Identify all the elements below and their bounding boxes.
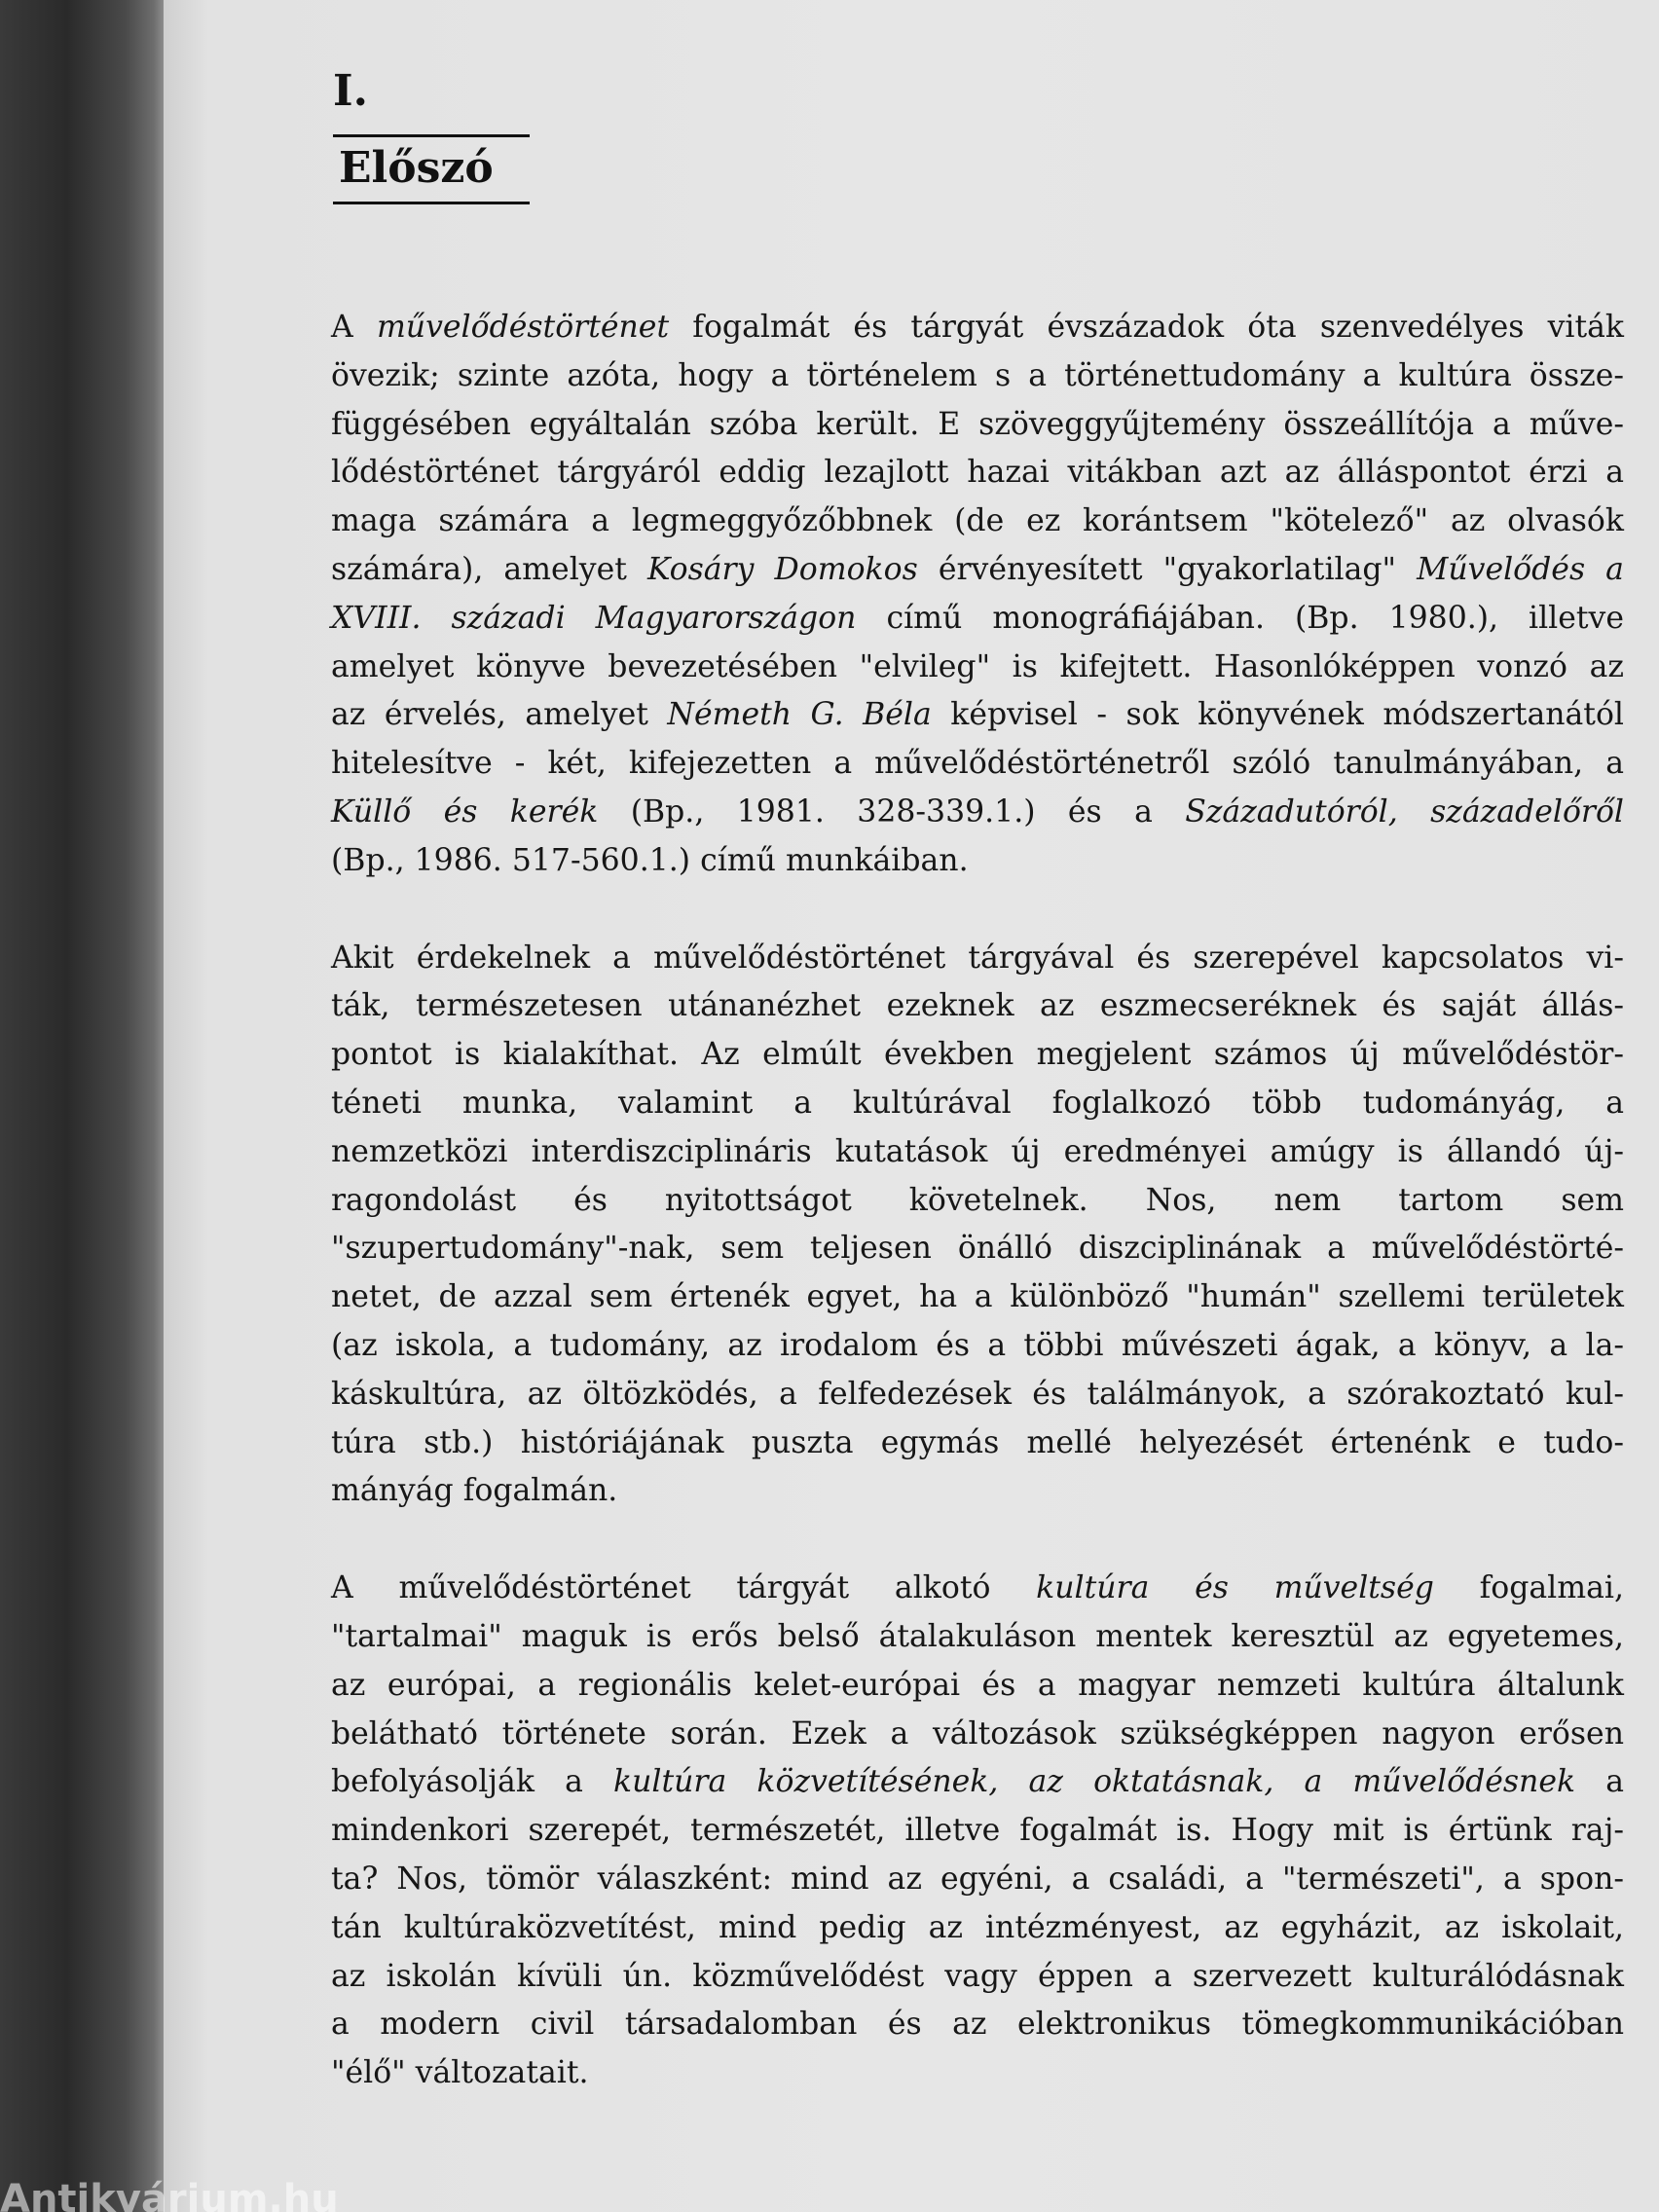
- italic-text-run: kultúra közvetítésének, az oktatásnak, a művelődésnek: [613, 1764, 1576, 1800]
- paragraph: [331, 1565, 1624, 2098]
- text-line: [331, 1904, 1624, 1953]
- text-run: A művelődéstörténet tárgyát alkotó: [331, 1570, 1037, 1606]
- italic-text-run: Küllő és kerék: [331, 793, 599, 830]
- text-run: "tartalmai" maguk is erős belső átalakuláson mentek keresztül az egyetemes,: [331, 1618, 1624, 1654]
- text-run: a modern civil társadalomban és az elektronikus tömegkommunikációban: [331, 2007, 1624, 2043]
- italic-text-run: Századutóról, századelőről: [1185, 793, 1625, 830]
- text-line: [331, 982, 1624, 1031]
- text-run: lődéstörténet tárgyáról eddig lezajlott hazai vitákban azt az álláspontot érzi a: [331, 455, 1624, 491]
- text-line: [331, 449, 1624, 498]
- text-line: [331, 1662, 1624, 1711]
- text-line: [331, 1419, 1624, 1468]
- text-run: fogalmai,: [1433, 1570, 1624, 1606]
- text-run: pontot is kialakíthat. Az elmúlt években megjelent számos új művelődéstör-: [331, 1037, 1624, 1073]
- text-line: [331, 352, 1624, 401]
- text-line: [331, 1467, 1624, 1516]
- text-line: [331, 1711, 1624, 1759]
- italic-text-run: kultúra és műveltség: [1036, 1570, 1434, 1606]
- text-run: téneti munka, valamint a kultúrával foglalkozó több tudományág, a: [331, 1085, 1624, 1121]
- italic-text-run: Kosáry Domokos: [646, 551, 918, 587]
- text-run: Akit érdekelnek a művelődéstörténet tárgyával és szerepével kapcsolatos vi-: [331, 940, 1624, 976]
- paragraph: [331, 935, 1624, 1517]
- text-line: [331, 644, 1624, 692]
- text-run: belátható története során. Ezek a változások szükségképpen nagyon erősen: [331, 1715, 1624, 1751]
- text-line: [331, 1225, 1624, 1273]
- text-line: [331, 740, 1624, 789]
- text-line: [331, 2049, 1624, 2098]
- text-run: "élő" változatait.: [331, 2055, 589, 2091]
- text-line: [331, 1273, 1624, 1322]
- text-run: ták, természetesen utánanézhet ezeknek az eszmecseréknek és saját állás-: [331, 988, 1624, 1024]
- chapter-number: I.: [333, 66, 368, 116]
- text-run: számára), amelyet: [331, 551, 647, 587]
- text-run: (Bp., 1986. 517-560.1.) című munkáiban.: [331, 842, 969, 878]
- text-line: [331, 1953, 1624, 2002]
- text-run: című monográfiájában. (Bp. 1980.), illetve: [856, 600, 1624, 636]
- text-line: [331, 1080, 1624, 1128]
- text-run: mindenkori szerepét, természetét, illetve fogalmát is. Hogy mit is értünk raj-: [331, 1813, 1624, 1849]
- text-run: tán kultúraközvetítést, mind pedig az intézményest, az egyházit, az iskolait,: [331, 1909, 1624, 1945]
- text-run: hitelesítve - két, kifejezetten a művelődéstörténetről szóló tanulmányában, a: [331, 746, 1624, 782]
- text-line: [331, 691, 1624, 740]
- text-run: ta? Nos, tömör válaszként: mind az egyéni, a családi, a "természeti", a spon-: [331, 1861, 1624, 1897]
- text-line: [331, 498, 1624, 546]
- text-run: az iskolán kívüli ún. közművelődést vagy éppen a szervezett kulturálódásnak: [331, 1958, 1624, 1994]
- text-run: függésében egyáltalán szóba került. E szöveggyűjtemény összeállítója a műve-: [331, 406, 1624, 442]
- text-line: [331, 1371, 1624, 1419]
- paragraph: [331, 304, 1624, 886]
- text-run: A: [331, 310, 377, 345]
- italic-text-run: Művelődés a: [1417, 551, 1624, 587]
- text-run: nemzetközi interdiszciplináris kutatások új eredményei amúgy is állandó új-: [331, 1133, 1624, 1169]
- text-run: az érvelés, amelyet: [331, 697, 668, 733]
- text-run: ragondolást és nyitottságot követelnek. Nos, nem tartom sem: [331, 1182, 1624, 1218]
- chapter-title-box: [333, 134, 530, 204]
- text-run: befolyásolják a: [331, 1764, 614, 1800]
- text-line: [331, 1565, 1624, 1613]
- text-line: [331, 837, 1624, 886]
- text-run: maga számára a legmeggyőzőbbnek (de ez korántsem "kötelező" az olvasók: [331, 503, 1624, 539]
- book-binding-shadow: [0, 0, 167, 2212]
- text-line: [331, 1128, 1624, 1177]
- text-line: [331, 789, 1624, 837]
- text-run: övezik; szinte azóta, hogy a történelem s a történettudomány a kultúra össze-: [331, 357, 1624, 393]
- italic-text-run: művelődéstörténet: [376, 310, 670, 345]
- text-run: a: [1575, 1764, 1625, 1800]
- text-line: [331, 1177, 1624, 1226]
- text-line: [331, 1613, 1624, 1662]
- text-run: (az iskola, a tudomány, az irodalom és a többi művészeti ágak, a könyv, a la-: [331, 1327, 1624, 1363]
- text-line: [331, 935, 1624, 983]
- text-line: [331, 595, 1624, 644]
- text-run: káskultúra, az öltözködés, a felfedezések és találmányok, a szórakoztató kul-: [331, 1376, 1624, 1412]
- text-line: [331, 304, 1624, 352]
- text-line: [331, 1758, 1624, 1807]
- italic-text-run: Németh G. Béla: [667, 697, 932, 733]
- text-run: túra stb.) históriájának puszta egymás mellé helyezését értenénk e tudo-: [331, 1424, 1624, 1460]
- text-run: mányág fogalmán.: [331, 1473, 618, 1509]
- text-line: [331, 1031, 1624, 1080]
- text-line: [331, 1856, 1624, 1904]
- text-line: [331, 401, 1624, 450]
- text-run: (Bp., 1981. 328-339.1.) és a: [598, 793, 1186, 830]
- text-run: érvényesített "gyakorlatilag": [917, 551, 1418, 587]
- watermark-text: Antikvárium.hu: [0, 2177, 339, 2212]
- text-line: [331, 546, 1624, 595]
- text-run: "szupertudomány"-nak, sem teljesen önálló diszciplinának a művelődéstörté-: [331, 1231, 1624, 1267]
- text-run: képvisel - sok könyvének módszertanától: [931, 697, 1624, 733]
- body-text: [331, 304, 1624, 2098]
- text-run: az európai, a regionális kelet-európai és a magyar nemzeti kultúra általunk: [331, 1667, 1624, 1703]
- chapter-title: Előszó: [339, 143, 494, 193]
- italic-text-run: XVIII. századi Magyarországon: [331, 600, 857, 636]
- text-run: amelyet könyve bevezetésében "elvileg" is kifejtett. Hasonlóképpen vonzó az: [331, 648, 1624, 684]
- text-line: [331, 2001, 1624, 2049]
- text-run: fogalmát és tárgyát évszázadok óta szenvedélyes viták: [669, 310, 1624, 345]
- text-line: [331, 1322, 1624, 1371]
- text-line: [331, 1807, 1624, 1856]
- text-run: netet, de azzal sem értenék egyet, ha a különböző "humán" szellemi területek: [331, 1279, 1624, 1315]
